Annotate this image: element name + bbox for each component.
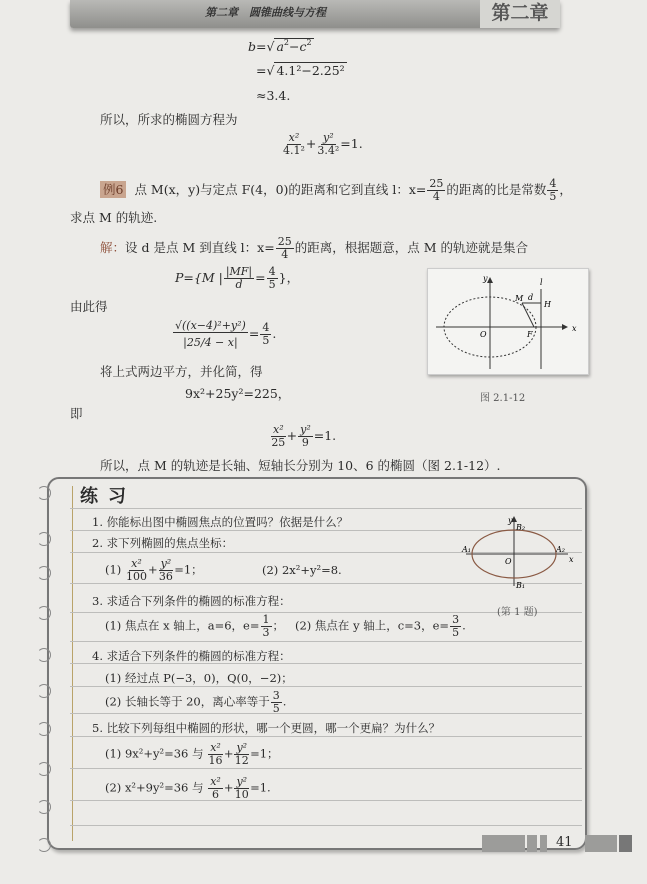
- den: 16: [208, 754, 223, 767]
- ellipse-equation-1: [282, 132, 363, 157]
- text: 的距离，根据题意，点 M 的轨迹就是集合: [294, 240, 528, 255]
- op: =1；: [174, 562, 203, 577]
- footer-bar: [540, 835, 547, 852]
- exercise-ellipse-diagram: [458, 514, 578, 594]
- den: 9: [301, 436, 309, 449]
- text: P={M |: [175, 270, 223, 285]
- text: (2) 焦点在 y 轴上，c=3，e=: [294, 618, 450, 633]
- binder-ring: [37, 486, 51, 500]
- num: y²: [236, 741, 248, 754]
- question-2: 2. 求下列椭圆的焦点坐标：: [92, 536, 234, 550]
- ruled-line: [70, 825, 582, 826]
- num: x²: [131, 557, 142, 570]
- square-text: 将上式两边平方，并化简，得: [100, 364, 263, 379]
- den: 12: [234, 754, 249, 767]
- question-5-1: [105, 742, 279, 767]
- binder-ring: [37, 800, 51, 814]
- label-A1: A₁: [462, 545, 471, 554]
- text: }，: [278, 270, 300, 285]
- den: 5: [452, 626, 460, 639]
- set-definition: [175, 266, 299, 291]
- num: x²: [273, 423, 284, 436]
- text: ；: [272, 618, 284, 633]
- den: |25/4 − x|: [183, 336, 238, 349]
- radical: 4.1²−2.25²: [276, 63, 345, 78]
- op: =1.: [340, 136, 363, 151]
- label-F: F: [527, 330, 533, 339]
- text: (2) x²+9y²=36 与: [105, 780, 204, 795]
- final-equation: [270, 424, 336, 449]
- ruled-line: [70, 736, 582, 737]
- den: 3.4²: [317, 144, 340, 157]
- distance-equation: [172, 320, 276, 349]
- num: x²: [210, 741, 221, 754]
- text: 设 d 是点 M 到直线 l：x=: [125, 240, 275, 255]
- question-1: 1. 你能标出图中椭圆焦点的位置吗？依据是什么？: [92, 515, 349, 529]
- footer-bar: [619, 835, 632, 852]
- hence-text: 由此得: [70, 299, 108, 314]
- label-M: M: [515, 294, 524, 303]
- den: d: [235, 278, 243, 291]
- figure-caption: 图 2.1-12: [480, 393, 526, 404]
- num: 25: [277, 235, 292, 248]
- text: (1) 焦点在 x 轴上，a=6，e=: [105, 618, 260, 633]
- binder-ring: [37, 684, 51, 698]
- num: x²: [210, 775, 221, 788]
- example-6: [100, 178, 572, 203]
- num: y²: [300, 423, 311, 436]
- binder-ring: [37, 566, 51, 580]
- text: 的距离的比是常数: [446, 182, 547, 197]
- text: .: [282, 694, 287, 709]
- exercise-figure-caption: (第 1 题): [497, 607, 538, 618]
- text: 点 M(x，y)与定点 F(4，0)的距离和它到直线 l：x=: [134, 182, 427, 197]
- page-number: 41: [556, 835, 573, 850]
- ellipse-diagram: [428, 269, 590, 376]
- question-5: 5. 比较下列每组中椭圆的形状，哪一个更圆，哪一个更扁？为什么？: [92, 721, 441, 735]
- question-4: 4. 求适合下列条件的椭圆的标准方程：: [92, 649, 291, 663]
- label-B1: B₁: [516, 581, 526, 590]
- num: 4: [268, 265, 276, 278]
- footer-bar: [527, 835, 537, 852]
- text: =1；: [250, 746, 279, 761]
- question-2-1: [105, 558, 203, 583]
- binder-ring: [37, 532, 51, 546]
- label-x: x: [572, 324, 577, 333]
- chapter-title: 第二章 圆锥曲线与方程: [205, 6, 326, 19]
- question-4-2: [105, 690, 286, 715]
- num: 25: [429, 177, 444, 190]
- label-O: O: [480, 330, 487, 339]
- label-y: y: [483, 274, 488, 283]
- den: 36: [158, 570, 173, 583]
- chapter-header: [70, 0, 560, 28]
- den: 4: [432, 190, 440, 203]
- den: 5: [549, 190, 557, 203]
- op: +: [223, 780, 234, 795]
- binder-ring: [37, 762, 51, 776]
- num: y²: [160, 557, 172, 570]
- num: √((x−4)²+y²): [175, 319, 246, 332]
- conclusion-1: 所以，所求的椭圆方程为: [100, 112, 238, 127]
- label-B2: B₂: [516, 523, 526, 532]
- question-3: 3. 求适合下列条件的椭圆的标准方程：: [92, 594, 291, 608]
- conclusion-2: 所以，点 M 的轨迹是长轴、短轴长分别为 10、6 的椭圆（图 2.1-12）.: [100, 458, 501, 473]
- question-5-2: [105, 776, 271, 801]
- den: 6: [212, 788, 219, 801]
- binder-ring: [37, 606, 51, 620]
- calc-line-3: ≈3.4.: [256, 88, 291, 103]
- label-A2: A₂: [556, 545, 565, 554]
- num: |MF|: [225, 265, 253, 278]
- den: 5: [272, 702, 280, 715]
- den: 5: [268, 278, 276, 291]
- footer-bar: [482, 835, 525, 852]
- op: =: [248, 326, 260, 341]
- text: .: [272, 326, 277, 341]
- op: =1.: [313, 428, 337, 443]
- num: x²: [288, 131, 300, 144]
- chapter-tab: 第二章: [480, 0, 560, 28]
- ruled-line: [70, 641, 582, 642]
- text: (1) 9x²+y²=36 与: [105, 746, 204, 761]
- example-6-line2: 求点 M 的轨迹.: [70, 210, 158, 225]
- num: y²: [236, 775, 248, 788]
- den: 25: [271, 436, 286, 449]
- question-3-items: [105, 614, 466, 639]
- calc-line-1: b=√ $a^2-c^2$: [248, 38, 312, 54]
- radical: $a^2-c^2$: [276, 38, 312, 54]
- calc-line-2: =√ 4.1²−2.25²: [256, 63, 345, 78]
- solution-line: [100, 236, 528, 261]
- den: 4.1²: [283, 144, 305, 157]
- num: 1: [262, 613, 270, 626]
- label-y: y: [508, 516, 513, 525]
- text: =1.: [250, 780, 271, 795]
- binder-ring: [37, 722, 51, 736]
- num: 3: [452, 613, 460, 626]
- binder-ring: [37, 648, 51, 662]
- label-d: d: [528, 293, 534, 302]
- label-x: x: [569, 555, 574, 564]
- den: 5: [262, 334, 270, 347]
- text: a: [276, 39, 284, 54]
- simplified-equation: 9x²+25y²=225，: [185, 386, 291, 401]
- text: .: [462, 618, 466, 633]
- den: 4: [281, 248, 289, 261]
- question-4-1: (1) 经过点 P(−3，0)，Q(0，−2)；: [105, 671, 293, 685]
- text: ，: [559, 182, 572, 197]
- text: −c: [289, 39, 307, 54]
- exercise-title: 练习: [80, 486, 136, 507]
- num: 3: [272, 689, 280, 702]
- den: 10: [234, 788, 249, 801]
- ie-text: 即: [70, 406, 83, 421]
- text: b=: [248, 39, 267, 54]
- solution-label: 解：: [100, 240, 126, 255]
- label-l: l: [540, 278, 543, 287]
- footer-bar: [585, 835, 617, 852]
- question-2-2: (2) 2x²+y²=8.: [262, 563, 342, 577]
- op: +: [286, 428, 298, 443]
- den: 100: [125, 570, 147, 583]
- figure-2-1-12: [427, 268, 589, 375]
- op: +: [147, 562, 158, 577]
- num: 4: [549, 177, 557, 190]
- ruled-line: [70, 686, 582, 687]
- text: =: [256, 63, 267, 78]
- op: =: [255, 270, 266, 285]
- ruled-line: [70, 508, 582, 509]
- den: 3: [262, 626, 270, 639]
- op: +: [223, 746, 234, 761]
- binder-ring: [37, 838, 51, 852]
- label-H: H: [544, 300, 551, 309]
- text: (1): [105, 562, 122, 577]
- label-O: O: [505, 557, 512, 566]
- num: 4: [262, 321, 270, 334]
- text: (2) 长轴长等于 20，离心率等于: [105, 694, 270, 709]
- example-badge: 例6: [100, 181, 126, 198]
- num: y²: [323, 131, 334, 144]
- ruled-line: [70, 768, 582, 769]
- op: +: [305, 136, 317, 151]
